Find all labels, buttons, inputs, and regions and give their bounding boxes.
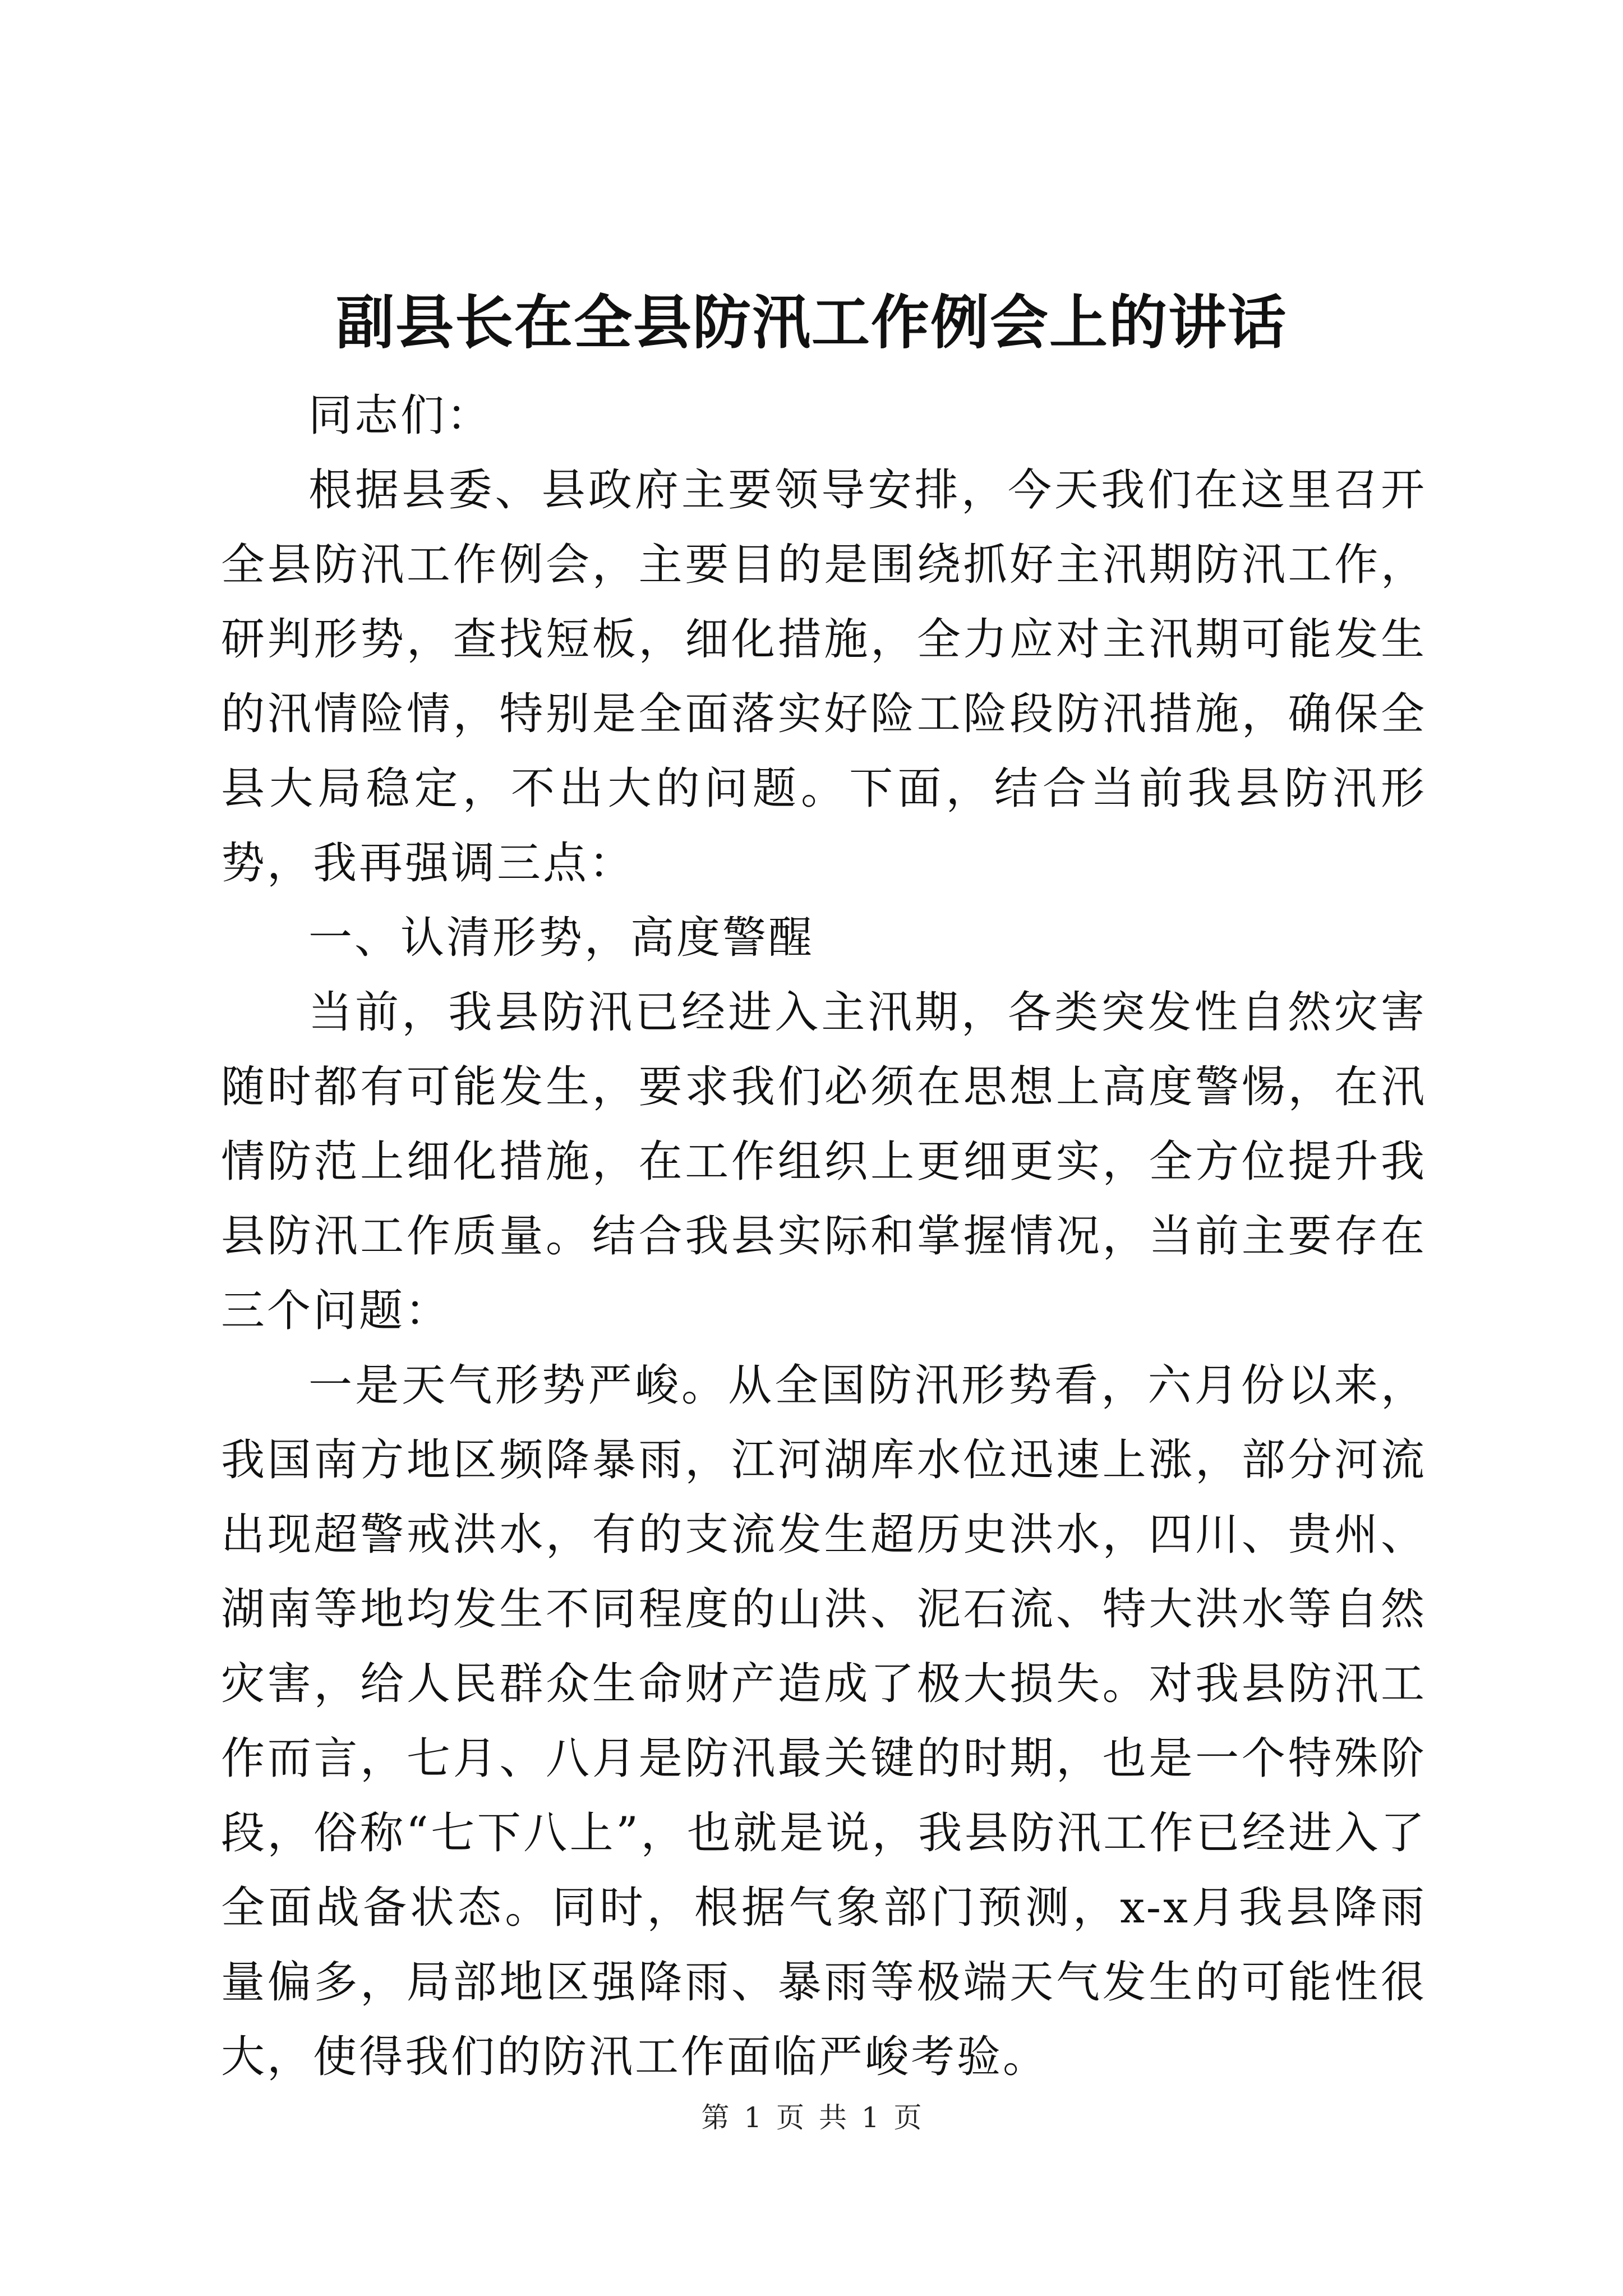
salutation-paragraph: 同志们： (308, 390, 493, 441)
body-paragraph: 一是天气形势严峻。从全国防汛形势看，六月份以来，我国南方地区频降暴雨，江河湖库水位迅速上涨，部分河流出现超警戒洪水，有的支流发生超历史洪水，四川、贵州、湖南等地均发生不同程度的山洪、泥石流、特大洪水等自然灾害，给人民群众生命财产造成了极大损失。对我县防汛工作而言，七月、八月是防汛最关键的时期，也是一个特殊阶段，俗称“七下八上”，也就是说，我县防汛工作已经进入了全面战备状态。同时，根据气象部门预测，x-x月我县降雨量偏多，局部地区强降雨、暴雨等极端天气发生的可能性很大，使得我们的防汛工作面临严峻考验。 (221, 1360, 1427, 2082)
document-body (221, 379, 1427, 2095)
intro-paragraph: 根据县委、县政府主要领导安排，今天我们在这里召开全县防汛工作例会，主要目的是围绕抓好主汛期防汛工作，研判形势，查找短板，细化措施，全力应对主汛期可能发生的汛情险情，特别是全面落实好险工险段防汛措施，确保全县大局稳定，不出大的问题。下面，结合当前我县防汛形势，我再强调三点： (221, 465, 1427, 889)
section-heading: 一、认清形势，高度警醒 (308, 913, 815, 963)
document-title: 副县长在全县防汛工作例会上的讲话 (335, 288, 1287, 357)
body-paragraph: 当前，我县防汛已经进入主汛期，各类突发性自然灾害随时都有可能发生，要求我们必须在思想上高度警惕，在汛情防范上细化措施，在工作组织上更细更实，全方位提升我县防汛工作质量。结合我县实际和掌握情况，当前主要存在三个问题： (221, 987, 1427, 1336)
page-footer: 第 1 页 共 1 页 (701, 2101, 922, 2134)
